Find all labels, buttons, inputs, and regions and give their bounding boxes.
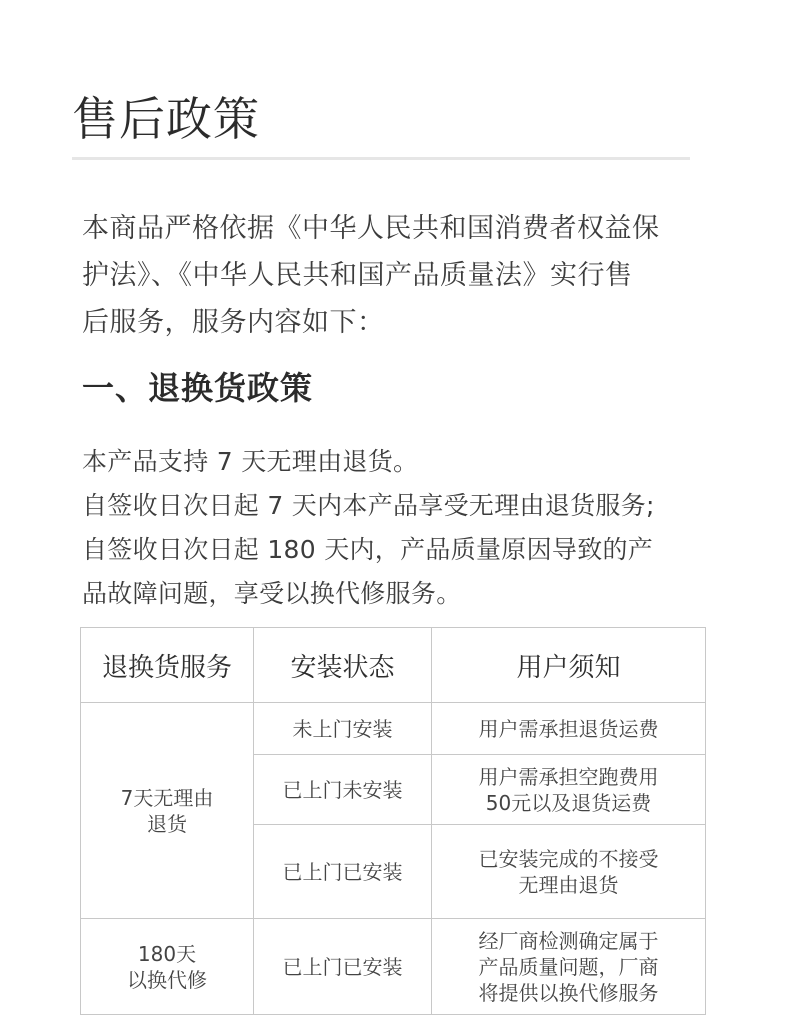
return-policy-table: [80, 627, 706, 1015]
intro-line: 本商品严格依据《中华人民共和国消费者权益保: [82, 213, 660, 244]
service-180day-exchange: 180天 以换代修: [81, 919, 254, 1015]
service-7day-return: 7天无理由 退货: [81, 703, 254, 919]
policy-text: [82, 440, 722, 616]
header-install-status: 安装状态: [254, 628, 432, 703]
header-user-notice: 用户须知: [432, 628, 706, 703]
table-header-row: [81, 628, 706, 703]
install-status-cell: 已上门未安装: [254, 755, 432, 825]
policy-line: 自签收日次日起 180 天内，产品质量原因导致的产: [82, 535, 654, 564]
notice-cell: 经厂商检测确定属于 产品质量问题，厂商 将提供以换代修服务: [432, 919, 706, 1015]
policy-line: 品故障问题，享受以换代修服务。: [82, 579, 462, 608]
table-row: [81, 703, 706, 755]
intro-paragraph: [82, 205, 712, 346]
install-status-cell: 已上门已安装: [254, 919, 432, 1015]
install-status-cell: 未上门安装: [254, 703, 432, 755]
page-title: 售后政策: [72, 92, 260, 146]
policy-line: 本产品支持 7 天无理由退货。: [82, 447, 419, 476]
title-divider: [72, 157, 690, 160]
policy-line: 自签收日次日起 7 天内本产品享受无理由退货服务;: [82, 491, 655, 520]
intro-line: 护法》、《中华人民共和国产品质量法》实行售: [82, 260, 633, 291]
install-status-cell: 已上门已安装: [254, 825, 432, 919]
notice-cell: 用户需承担退货运费: [432, 703, 706, 755]
notice-cell: 用户需承担空跑费用 50元以及退货运费: [432, 755, 706, 825]
table-row: [81, 919, 706, 1015]
intro-line: 后服务，服务内容如下：: [82, 307, 385, 338]
notice-cell: 已安装完成的不接受 无理由退货: [432, 825, 706, 919]
section-title: 一、退换货政策: [82, 369, 314, 407]
header-service: 退换货服务: [81, 628, 254, 703]
